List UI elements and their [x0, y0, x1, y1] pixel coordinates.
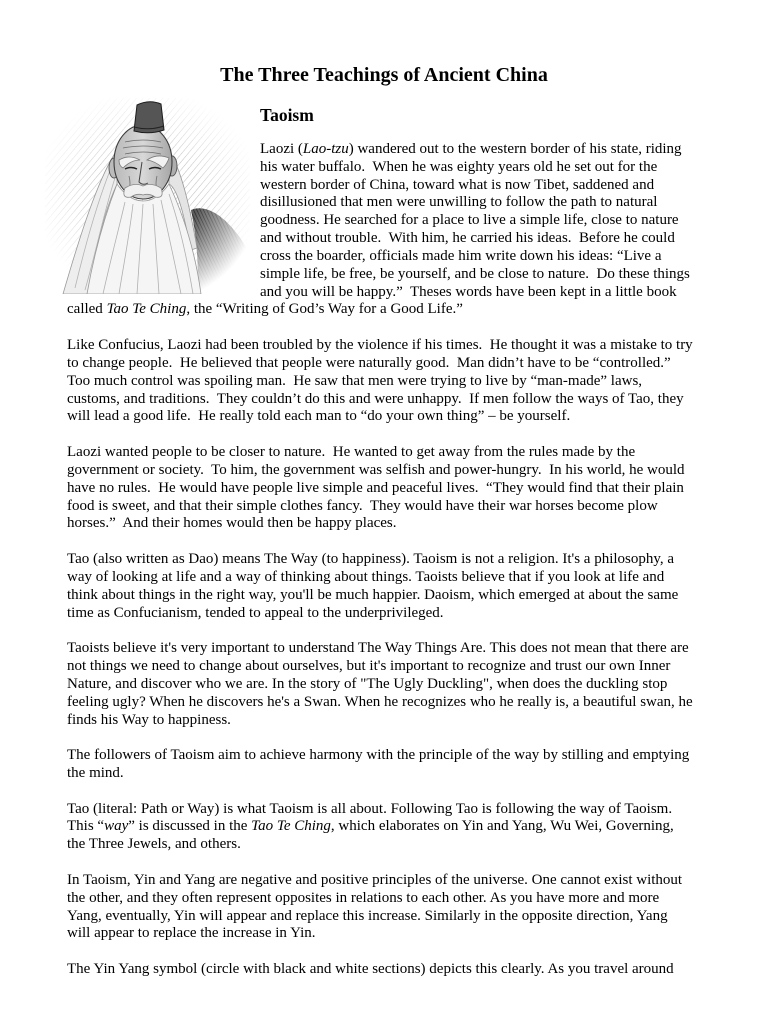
text-line	[67, 301, 727, 319]
text-line: not things we need to change about ourselves, but it's important to recognize and trust our own Inner	[67, 658, 671, 675]
text-line: and without trouble. With him, he carried his ideas. Before he could	[260, 230, 675, 247]
text-line: disillusioned that men were unwilling to follow the path to natural	[260, 194, 658, 211]
text-line: Nature, and discover who we are. In the story of "The Ugly Duckling", when does the duckling stop	[67, 675, 668, 692]
document-body	[67, 141, 727, 997]
paragraph	[67, 872, 727, 943]
text-line: In Taoism, Yin and Yang are negative and positive principles of the universe. One cannot exist without	[67, 871, 683, 888]
text-line	[67, 818, 727, 836]
paragraph	[67, 551, 727, 622]
text-line: food is sweet, and that their simple clothes fancy. They would have their war horses become plow	[67, 497, 658, 514]
text-line: have no rules. He would have people live simple and peaceful lives. “They would find that their plain	[67, 479, 684, 496]
text-line: customs, and traditions. They couldn’t do this and were unhappy. If men follow the ways of Tao, they	[67, 390, 684, 407]
text-line: the other, and they often represent opposites in relations to each other. As you have more and more	[67, 889, 660, 906]
paragraph	[67, 801, 727, 854]
paragraph	[67, 747, 727, 783]
text-line: and you will be happy.” Theses words have been kept in a little book	[260, 283, 677, 300]
text-line: horses.” And their homes would then be happy places.	[67, 515, 397, 532]
text-run: ” is discussed in the	[128, 818, 252, 835]
text-line: his water buffalo. When he was eighty years old he set out for the	[260, 158, 658, 175]
text-line: way of looking at life and a way of thinking about things. Taoists believe that if you look at life and	[67, 568, 665, 585]
paragraph	[67, 141, 727, 319]
text-line: finds his Way to happiness.	[67, 711, 231, 728]
text-line: simple life, be free, be yourself, and be close to nature. Do these things	[260, 265, 690, 282]
text-run: ) wandered out to the western border of his state, riding	[348, 141, 682, 157]
paragraph	[67, 961, 727, 979]
text-line: Tao (literal: Path or Way) is what Taoism is all about. Following Tao is following the way of Taoism.	[67, 800, 673, 817]
text-line: cross the boarder, officials made him write down his ideas: “Live a	[260, 247, 662, 264]
text-line: Too much control was spoiling man. He saw that men were trying to live by “man-made” laws,	[67, 372, 643, 389]
paragraph	[67, 640, 727, 729]
text-line: The Yin Yang symbol (circle with black and white sections) depicts this clearly. As you travel around	[67, 961, 674, 978]
text-line: Laozi wanted people to be closer to nature. He wanted to get away from the rules made by the	[67, 444, 636, 461]
text-run: Laozi (	[260, 141, 303, 157]
text-run: This “	[67, 818, 105, 835]
text-line: goodness. He searched for a place to live a simple life, close to nature	[260, 212, 679, 229]
italic-text: Tao Te Ching	[251, 818, 331, 835]
text-line: Like Confucius, Laozi had been troubled by the violence if his times. He thought it was a mistake to try	[67, 337, 693, 354]
text-run: called	[67, 301, 107, 318]
text-line: the Three Jewels, and others.	[67, 836, 241, 853]
text-line: will appear to replace the increase in Yin.	[67, 925, 316, 942]
text-line: The followers of Taoism aim to achieve harmony with the principle of the way by stilling and emptying	[67, 747, 690, 764]
text-line: the mind.	[67, 764, 124, 781]
italic-text: Lao-tzu	[302, 141, 349, 157]
text-line: to change people. He believed that people were naturally good. Man didn’t have to be “controlled.”	[67, 354, 671, 371]
text-run: , the “Writing of God’s Way for a Good Life.”	[186, 301, 463, 318]
italic-text: way	[104, 818, 129, 835]
paragraph	[67, 337, 727, 426]
text-line	[67, 141, 727, 159]
page-title: The Three Teachings of Ancient China	[220, 64, 548, 86]
text-line: will lead a good life. He really told each man to “do your own thing” – be yourself.	[67, 408, 571, 425]
text-line: Taoists believe it's very important to understand The Way Things Are. This does not mean that there are	[67, 640, 689, 657]
text-line: western border of China, toward what is now Tibet, saddened and	[260, 176, 655, 193]
text-line: government or society. To him, the government was selfish and power-hungry. In his world, he would	[67, 461, 685, 478]
section-heading: Taoism	[260, 105, 314, 125]
italic-text: Tao Te Ching	[106, 301, 187, 318]
paragraph	[67, 444, 727, 533]
text-line: feeling ugly? When he discovers he's a Swan. When he recognizes who he really is, a beautiful swan, he	[67, 693, 693, 710]
text-line: Tao (also written as Dao) means The Way (to happiness). Taoism is not a religion. It's a philosophy, a	[67, 551, 675, 568]
text-line: think about things in the right way, you'll be much happier. Daoism, which emerged at about the same	[67, 586, 679, 603]
text-line: Yang, eventually, Yin will appear and replace this increase. Similarly in the opposite direction, Yang	[67, 907, 668, 924]
text-run: , which elaborates on Yin and Yang, Wu Wei, Governing,	[330, 818, 674, 835]
text-line: time as Confucianism, tended to appeal to the underprivileged.	[67, 604, 444, 621]
